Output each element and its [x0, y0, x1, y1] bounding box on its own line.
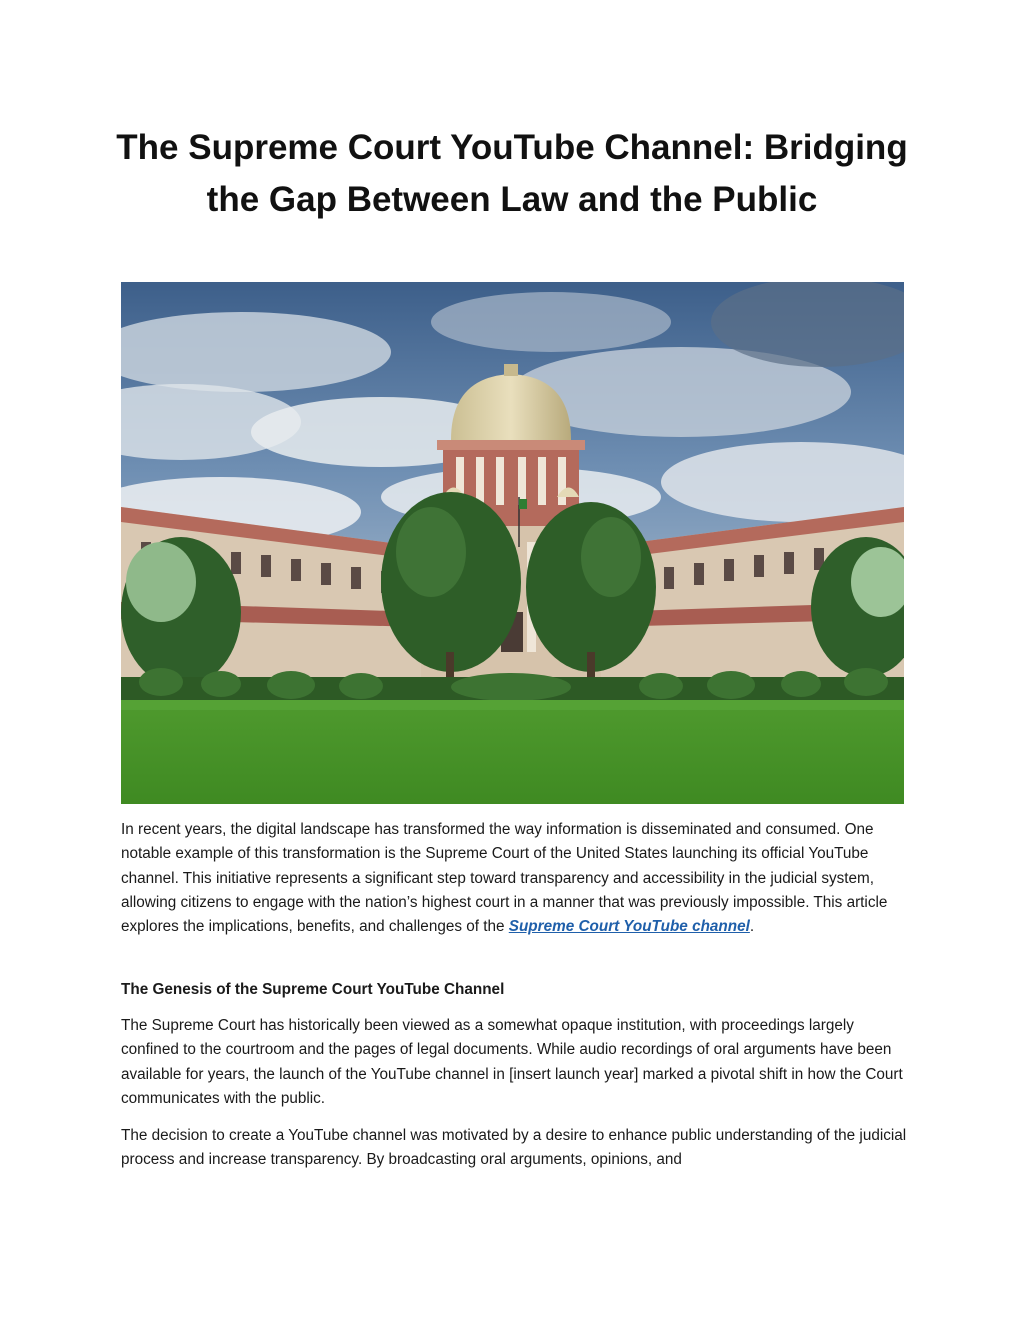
page-title: The Supreme Court YouTube Channel: Bridging the Gap Between Law and the Public — [116, 128, 908, 219]
supreme-court-building-photo — [121, 282, 904, 804]
supreme-court-youtube-channel-link[interactable]: Supreme Court YouTube channel — [508, 918, 750, 936]
section-paragraph-2: The decision to create a YouTube channel was motivated by a desire to enhance public understanding of the judicial process and increase transparency. By broadcasting oral arguments, opinions, and — [121, 1127, 907, 1169]
intro-text: In recent years, the digital landscape has transformed the way information is disseminated and consumed. One notable example of this transformation is the Supreme Court of the United States launching its official YouTube channel. This initiative represents a significant step toward transparency and accessibility in the judicial system, allowing citizens to engage with the nation’s highest court in a manner that was previously impossible. This article explores the implications, benefits, and challenges of the — [121, 821, 888, 936]
section-paragraph-1: The Supreme Court has historically been viewed as a somewhat opaque institution, with proceedings largely confined to the courtroom and the pages of legal documents. While audio recordings of oral arguments have been available for years, the launch of the YouTube channel in [insert launch year] marked a pivotal shift in how the Court communicates with the public. — [121, 1017, 903, 1107]
intro-text-end: . — [749, 918, 755, 936]
section-heading: The Genesis of the Supreme Court YouTube Channel — [121, 981, 505, 998]
intro-paragraph — [121, 818, 907, 939]
